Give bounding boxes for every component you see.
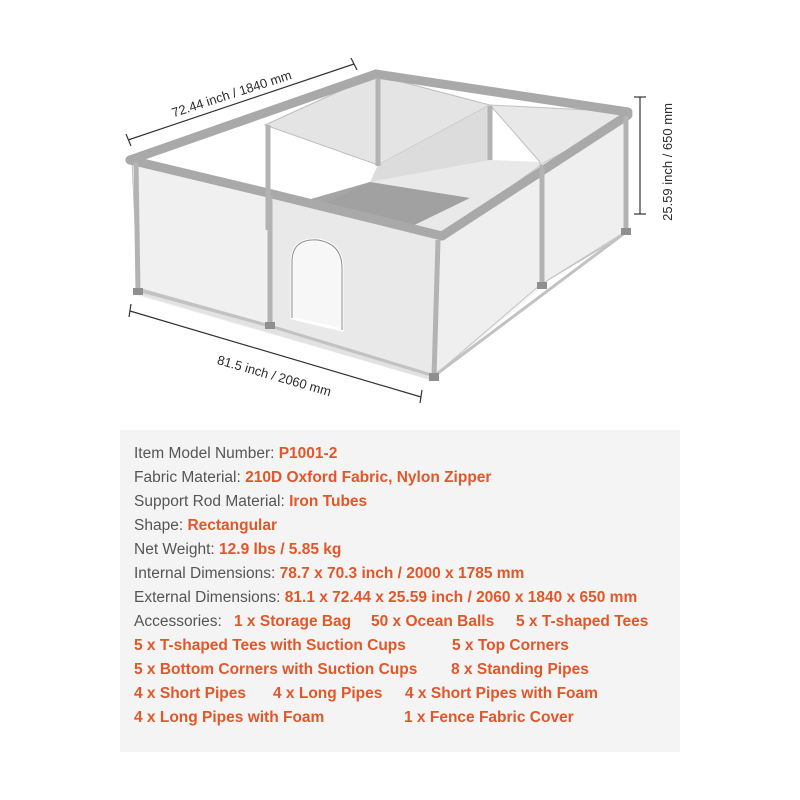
spec-value: Rectangular bbox=[187, 517, 278, 534]
accessory-item: 4 x Short Pipes with Foam bbox=[405, 685, 598, 702]
spec-value: 210D Oxford Fabric, Nylon Zipper bbox=[245, 469, 492, 486]
accessory-item: 4 x Long Pipes with Foam bbox=[134, 709, 325, 726]
spec-internal-dimensions bbox=[134, 565, 524, 583]
spec-rod-material bbox=[134, 493, 367, 511]
spec-value: 12.9 lbs / 5.85 kg bbox=[219, 541, 342, 558]
spec-label: Shape: bbox=[134, 517, 188, 534]
spec-label: Accessories: bbox=[134, 613, 222, 630]
spec-panel bbox=[120, 430, 680, 752]
accessory-item: 50 x Ocean Balls bbox=[371, 613, 495, 630]
accessory-item: 1 x Fence Fabric Cover bbox=[404, 709, 574, 726]
spec-fabric bbox=[134, 469, 491, 487]
spec-label: Support Rod Material: bbox=[134, 493, 290, 510]
spec-value: 81.1 x 72.44 x 25.59 inch / 2060 x 1840 x 650 mm bbox=[284, 589, 638, 606]
spec-label: Internal Dimensions: bbox=[134, 565, 280, 582]
accessory-item: 5 x T-shaped Tees with Suction Cups bbox=[134, 637, 406, 654]
accessory-item: 1 x Storage Bag bbox=[234, 613, 352, 630]
spec-label: External Dimensions: bbox=[134, 589, 285, 606]
length-dimension-label: 72.44 inch / 1840 mm bbox=[169, 67, 294, 121]
spec-label: Fabric Material: bbox=[134, 469, 246, 486]
spec-label: Net Weight: bbox=[134, 541, 220, 558]
spec-value: Iron Tubes bbox=[289, 493, 368, 510]
accessory-item: 4 x Long Pipes bbox=[273, 685, 383, 702]
accessory-item: 4 x Short Pipes bbox=[134, 685, 246, 702]
height-dimension-label: 25.59 inch / 650 mm bbox=[660, 103, 675, 221]
accessory-item: 5 x Bottom Corners with Suction Cups bbox=[134, 661, 418, 678]
spec-model bbox=[134, 445, 337, 463]
spec-value: P1001-2 bbox=[278, 445, 338, 462]
spec-external-dimensions bbox=[134, 589, 637, 607]
spec-shape bbox=[134, 517, 277, 535]
spec-weight bbox=[134, 541, 341, 559]
spec-value: 78.7 x 70.3 inch / 2000 x 1785 mm bbox=[279, 565, 525, 582]
accessory-item: 5 x Top Corners bbox=[452, 637, 569, 654]
spec-label: Item Model Number: bbox=[134, 445, 279, 462]
accessory-item: 8 x Standing Pipes bbox=[451, 661, 589, 678]
accessory-item: 5 x T-shaped Tees bbox=[516, 613, 649, 630]
spec-accessories-label bbox=[134, 613, 222, 631]
width-dimension-label: 81.5 inch / 2060 mm bbox=[215, 352, 333, 400]
